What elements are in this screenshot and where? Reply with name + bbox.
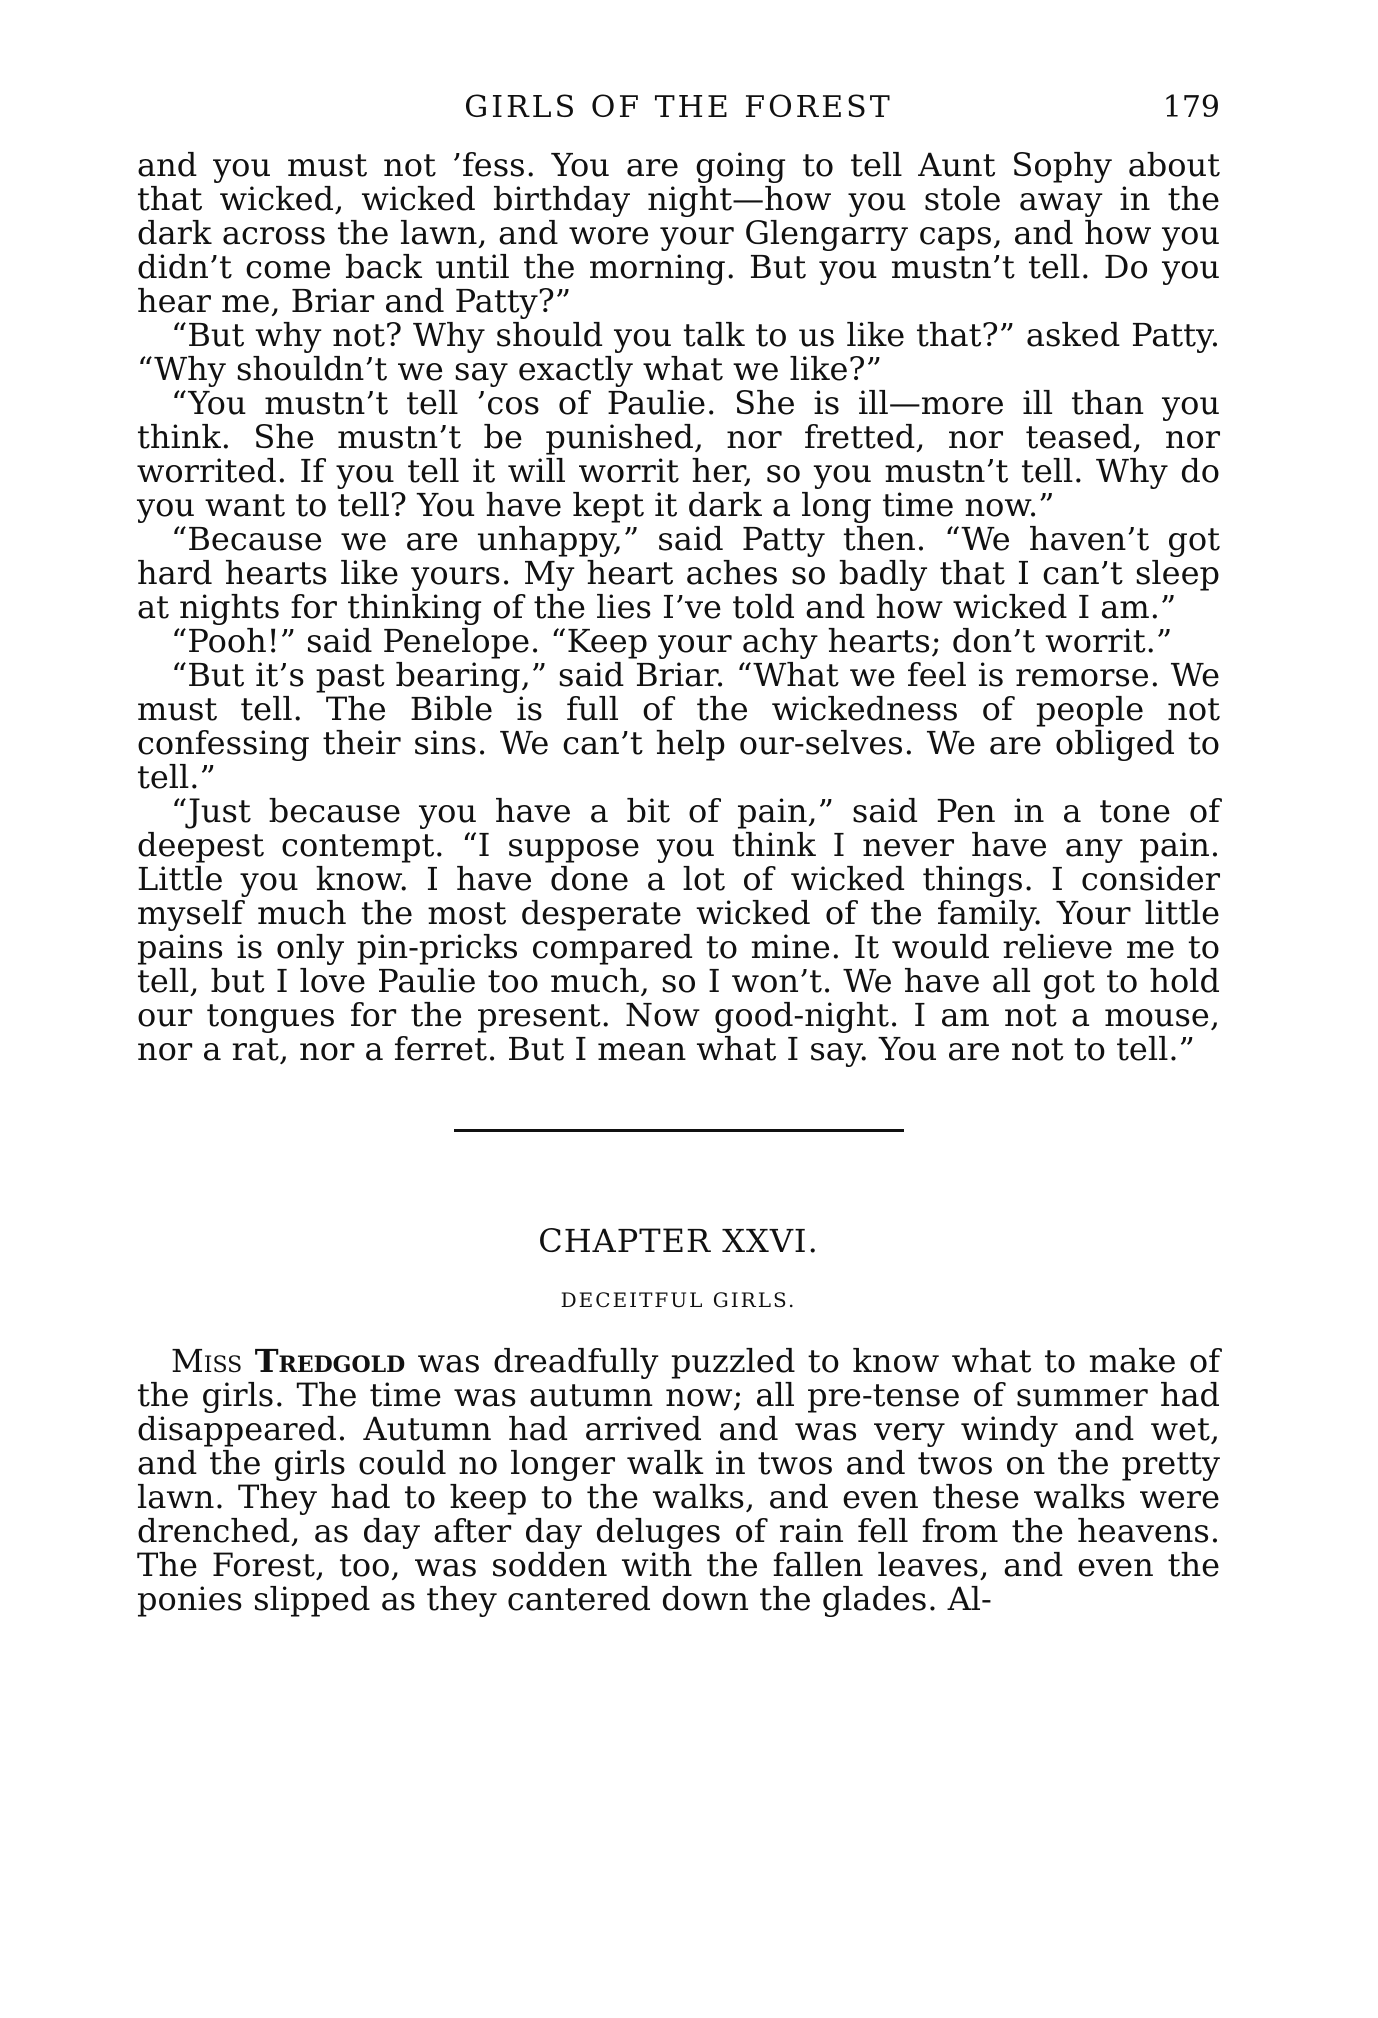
paragraph: “Just because you have a bit of pain,” said Pen in a tone of deepest contempt. “I suppose you think I never have any pain. Little you know. I have done a lot of wicked things. I consider myself much the most desperate wicked of the family. Your little pains is only pin-pricks compared to mine. It would relieve me to tell, but I love Paulie too much, so I won’t. We have all got to hold our tongues for the present. Now good-night. I am not a mouse, nor a rat, nor a ferret. But I mean what I say. You are not to tell.” xyxy=(137,792,1220,1068)
opening-word-tredgold: Tredgold xyxy=(254,1342,406,1380)
page-number: 179 xyxy=(1162,90,1220,125)
chapter-subtitle: DECEITFUL GIRLS. xyxy=(560,1288,797,1312)
paragraph: “But why not? Why should you talk to us like that?” asked Patty. “Why shouldn’t we say exactly what we like?” xyxy=(137,316,1220,388)
chapter-title: CHAPTER XXVI. xyxy=(538,1222,819,1260)
section-divider xyxy=(454,1129,904,1132)
opening-word-miss: Miss xyxy=(171,1342,243,1380)
chapter-opening-paragraph xyxy=(137,1344,1220,1616)
opening-paragraph-text: was dreadfully puzzled to know what to make of the girls. The time was autumn now; all pre-tense of summer had disappeared. Autumn had arrived and was very windy and wet, and the girls could no longer walk in twos and twos on the pretty lawn. They had to keep to the walks, and even these walks were drenched, as day after day deluges of rain fell from the heavens. The Forest, too, was sodden with the fallen leaves, and even the ponies slipped as they cantered down the glades. Al- xyxy=(137,1342,1221,1618)
paragraph: “Pooh!” said Penelope. “Keep your achy hearts; don’t worrit.” xyxy=(171,622,1173,660)
chapter-body xyxy=(137,1344,1220,1616)
running-head xyxy=(137,78,1220,148)
book-page xyxy=(137,78,1220,1616)
running-title: GIRLS OF THE FOREST xyxy=(464,90,893,125)
paragraph: “But it’s past bearing,” said Briar. “What we feel is remorse. We must tell. The Bible is full of the wickedness of people not confessing their sins. We can’t help our-selves. We are obliged to tell.” xyxy=(137,656,1220,796)
text-block xyxy=(137,148,1220,1066)
paragraph: and you must not ’fess. You are going to tell Aunt Sophy about that wicked, wicked birthday night—how you stole away in the dark across the lawn, and wore your Glengarry caps, and how you didn’t come back until the morning. But you mustn’t tell. Do you hear me, Briar and Patty?” xyxy=(137,146,1220,320)
paragraph: “You mustn’t tell ’cos of Paulie. She is ill—more ill than you think. She mustn’t be punished, nor fretted, nor teased, nor worrited. If you tell it will worrit her, so you mustn’t tell. Why do you want to tell? You have kept it dark a long time now.” xyxy=(137,384,1220,524)
paragraph: “Because we are unhappy,” said Patty then. “We haven’t got hard hearts like yours. My heart aches so badly that I can’t sleep at nights for thinking of the lies I’ve told and how wicked I am.” xyxy=(137,520,1220,626)
